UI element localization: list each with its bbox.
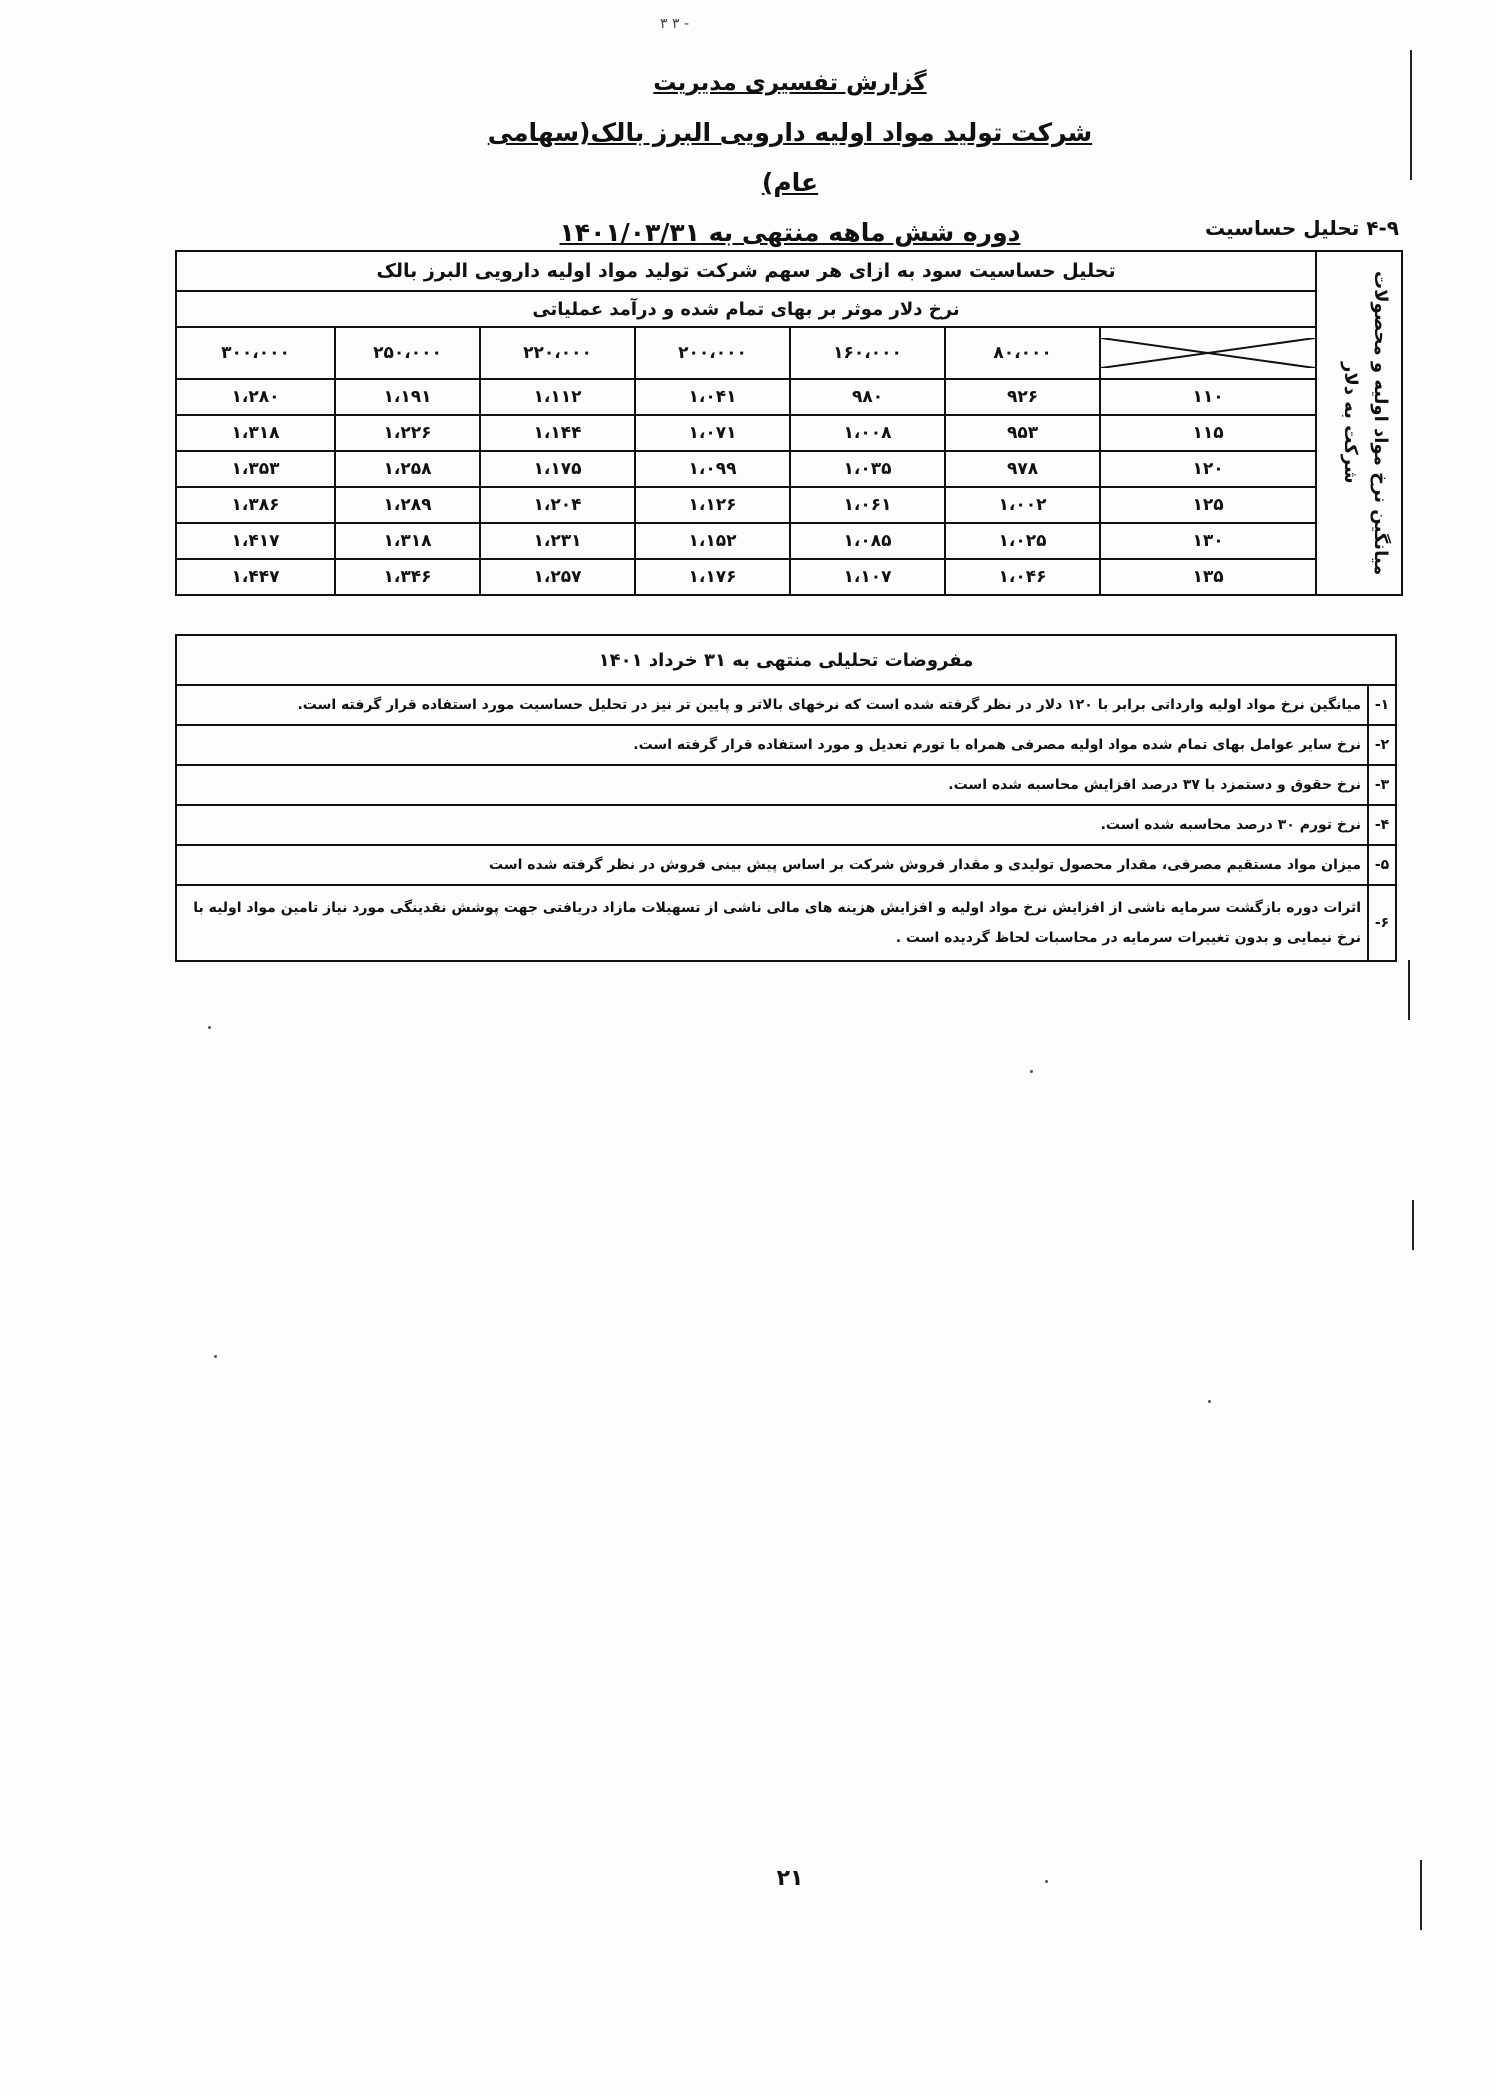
table-cell: ۱،۰۰۲ xyxy=(945,487,1100,523)
table-cell: ۱،۲۰۴ xyxy=(480,487,635,523)
table-cell: ۱،۴۱۷ xyxy=(176,523,335,559)
table-cell: ۱،۲۵۸ xyxy=(335,451,480,487)
assumption-row xyxy=(176,845,1396,885)
assumptions-table xyxy=(175,634,1397,962)
table-cell: ۱،۰۰۸ xyxy=(790,415,945,451)
table-cell: ۱،۰۴۶ xyxy=(945,559,1100,595)
sensitivity-title: تحلیل حساسیت سود به ازای هر سهم شرکت تولید مواد اولیه دارویی البرز بالک xyxy=(176,251,1316,291)
assumption-number: ۶- xyxy=(1368,885,1396,961)
corner-cell xyxy=(1100,327,1316,379)
table-cell: ۱،۳۴۶ xyxy=(335,559,480,595)
scan-edge-line xyxy=(1408,960,1410,1020)
assumption-number: ۱- xyxy=(1368,685,1396,725)
company-name: شرکت تولید مواد اولیه دارویی البرز بالک(سهامی عام) xyxy=(487,118,1093,197)
assumption-row xyxy=(176,765,1396,805)
scan-speck xyxy=(1208,1400,1211,1403)
table-cell: ۱،۰۲۵ xyxy=(945,523,1100,559)
scan-speck xyxy=(208,1026,211,1029)
col-header: ۲۰۰،۰۰۰ xyxy=(635,327,790,379)
row-rate: ۱۱۰ xyxy=(1100,379,1316,415)
table-cell: ۱،۰۷۱ xyxy=(635,415,790,451)
scan-edge-line xyxy=(1410,50,1412,180)
assumption-text: نرخ حقوق و دستمزد با ۳۷ درصد افزایش محاسبه شده است. xyxy=(176,765,1368,805)
table-cell: ۹۷۸ xyxy=(945,451,1100,487)
report-period: دوره شش ماهه منتهی به ۱۴۰۱/۰۳/۳۱ xyxy=(559,218,1021,247)
row-rate: ۱۳۰ xyxy=(1100,523,1316,559)
assumption-text: میانگین نرخ مواد اولیه وارداتی برابر با ۱۲۰ دلار در نظر گرفته شده است که نرخهای بالاتر و پایین تر نیز در تحلیل حساسیت مورد استفاده قرار گرفته است. xyxy=(176,685,1368,725)
assumption-number: ۳- xyxy=(1368,765,1396,805)
table-cell: ۱،۱۹۱ xyxy=(335,379,480,415)
table-row xyxy=(176,559,1402,595)
scan-edge-line xyxy=(1412,1200,1414,1250)
table-row xyxy=(176,523,1402,559)
table-cell: ۱،۲۲۶ xyxy=(335,415,480,451)
table-cell: ۱،۱۷۵ xyxy=(480,451,635,487)
table-cell: ۱،۱۲۶ xyxy=(635,487,790,523)
table-row xyxy=(176,379,1402,415)
table-cell: ۱،۰۴۱ xyxy=(635,379,790,415)
scan-speck xyxy=(1045,1880,1048,1883)
scan-mark: ۳ ۳ - xyxy=(660,16,689,32)
table-cell: ۱،۲۸۹ xyxy=(335,487,480,523)
assumption-text: اثرات دوره بازگشت سرمایه ناشی از افزایش نرخ مواد اولیه و افزایش هزینه های مالی ناشی از تسهیلات مازاد دریافتی جهت پوشش نقدینگی مورد نیاز تامین مواد اولیه با نرخ نیمایی و بدون تغییرات سرمایه در محاسبات لحاظ گردیده است . xyxy=(176,885,1368,961)
table-row xyxy=(176,415,1402,451)
table-row xyxy=(176,451,1402,487)
sensitivity-subtitle: نرخ دلار موثر بر بهای تمام شده و درآمد عملیاتی xyxy=(176,291,1316,327)
assumptions-title: مفروضات تحلیلی منتهی به ۳۱ خرداد ۱۴۰۱ xyxy=(176,635,1396,685)
row-rate: ۱۲۵ xyxy=(1100,487,1316,523)
table-cell: ۱،۲۳۱ xyxy=(480,523,635,559)
assumption-row xyxy=(176,725,1396,765)
assumption-text: میزان مواد مستقیم مصرفی، مقدار محصول تولیدی و مقدار فروش شرکت بر اساس پیش بینی فروش در نظر گرفته شده است xyxy=(176,845,1368,885)
col-header: ۳۰۰،۰۰۰ xyxy=(176,327,335,379)
scan-edge-line xyxy=(1420,1860,1422,1930)
col-header: ۲۵۰،۰۰۰ xyxy=(335,327,480,379)
table-cell: ۱،۱۱۲ xyxy=(480,379,635,415)
table-cell: ۹۵۳ xyxy=(945,415,1100,451)
table-cell: ۱،۳۱۸ xyxy=(176,415,335,451)
table-cell: ۱،۱۵۲ xyxy=(635,523,790,559)
row-rate: ۱۲۰ xyxy=(1100,451,1316,487)
table-cell: ۱،۳۵۳ xyxy=(176,451,335,487)
table-row xyxy=(176,487,1402,523)
table-cell: ۱،۲۸۰ xyxy=(176,379,335,415)
table-cell: ۱،۱۰۷ xyxy=(790,559,945,595)
table-cell: ۱،۱۴۴ xyxy=(480,415,635,451)
table-cell: ۹۲۶ xyxy=(945,379,1100,415)
assumption-number: ۴- xyxy=(1368,805,1396,845)
assumption-text: نرخ تورم ۳۰ درصد محاسبه شده است. xyxy=(176,805,1368,845)
report-header xyxy=(480,58,1100,258)
table-cell: ۱،۰۶۱ xyxy=(790,487,945,523)
scan-speck xyxy=(1030,1070,1033,1073)
header-row xyxy=(176,327,1402,379)
section-title: ۴-۹ تحلیل حساسیت xyxy=(1204,216,1399,240)
assumption-number: ۵- xyxy=(1368,845,1396,885)
row-rate: ۱۳۵ xyxy=(1100,559,1316,595)
table-cell: ۹۸۰ xyxy=(790,379,945,415)
assumption-row xyxy=(176,685,1396,725)
table-cell: ۱،۰۹۹ xyxy=(635,451,790,487)
side-label-cell xyxy=(1316,251,1402,595)
col-header: ۱۶۰،۰۰۰ xyxy=(790,327,945,379)
table-cell: ۱،۰۸۵ xyxy=(790,523,945,559)
side-label: میانگین نرخ مواد اولیه و محصولات شرکت به دلار xyxy=(1340,270,1392,576)
assumption-row xyxy=(176,805,1396,845)
col-header: ۸۰،۰۰۰ xyxy=(945,327,1100,379)
row-rate: ۱۱۵ xyxy=(1100,415,1316,451)
table-cell: ۱،۱۷۶ xyxy=(635,559,790,595)
table-cell: ۱،۰۳۵ xyxy=(790,451,945,487)
scan-speck xyxy=(214,1355,217,1358)
table-cell: ۱،۳۸۶ xyxy=(176,487,335,523)
page-number: ۲۱ xyxy=(776,1866,804,1891)
table-cell: ۱،۲۵۷ xyxy=(480,559,635,595)
report-title: گزارش تفسیری مدیریت xyxy=(653,70,927,96)
table-cell: ۱،۴۴۷ xyxy=(176,559,335,595)
assumption-number: ۲- xyxy=(1368,725,1396,765)
diagonal-cross-icon xyxy=(1101,338,1315,368)
table-cell: ۱،۳۱۸ xyxy=(335,523,480,559)
assumption-row xyxy=(176,885,1396,961)
sensitivity-table xyxy=(175,250,1403,596)
assumption-text: نرخ سایر عوامل بهای تمام شده مواد اولیه مصرفی همراه با تورم تعدیل و مورد استفاده قرار گرفته است. xyxy=(176,725,1368,765)
col-header: ۲۲۰،۰۰۰ xyxy=(480,327,635,379)
